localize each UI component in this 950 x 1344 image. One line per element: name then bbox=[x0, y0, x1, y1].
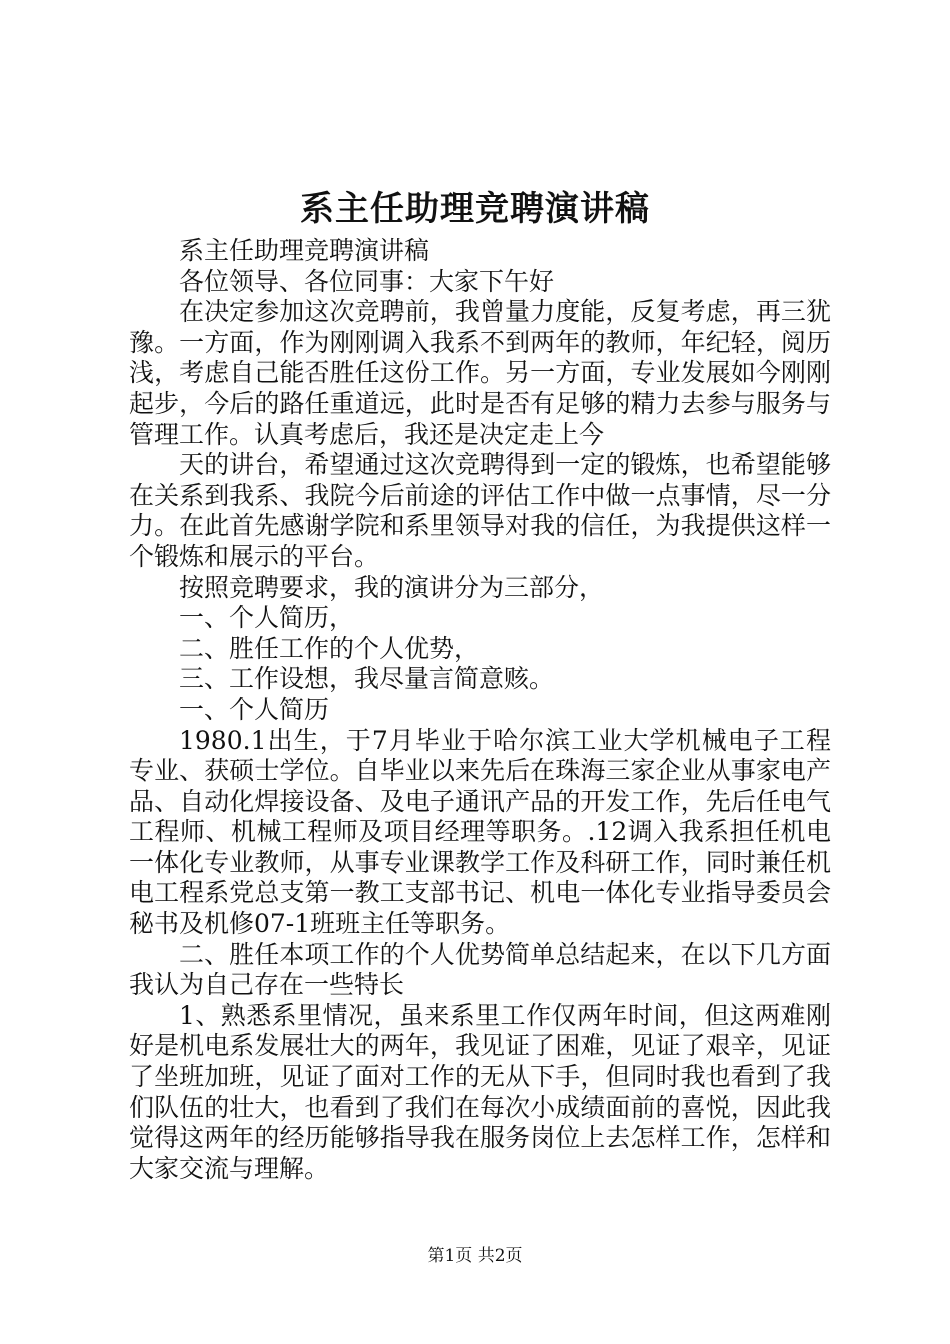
paragraph-intro: 在决定参加这次竞聘前，我曾量力度能，反复考虑，再三犹豫。一方面，作为刚刚调入我系不到两年的教师，年纪轻，阅历浅，考虑自己能否胜任这份工作。另一方面，专业发展如今刚刚起步，今后的路任重道远，此时是否有足够的精力去参与服务与管理工作。认真考虑后，我还是决定走上今 bbox=[129, 297, 831, 449]
section-heading-resume: 一、个人简历 bbox=[179, 694, 330, 724]
document-body bbox=[129, 236, 831, 1184]
paragraph-outline: 按照竞聘要求，我的演讲分为三部分， bbox=[179, 572, 605, 602]
outline-item-1: 一、个人简历， bbox=[179, 603, 355, 633]
outline-item-3: 三、工作设想，我尽量言简意赅。 bbox=[179, 664, 555, 694]
paragraph-intro-continued: 天的讲台，希望通过这次竞聘得到一定的锻炼，也希望能够在关系到我系、我院今后前途的评估工作中做一点事情，尽一分力。在此首先感谢学院和系里领导对我的信任，为我提供这样一个锻炼和展示的平台。 bbox=[129, 450, 831, 571]
paragraph-subtitle: 系主任助理竞聘演讲稿 bbox=[179, 236, 430, 265]
paragraph-advantage-1: 1、熟悉系里情况，虽来系里工作仅两年时间，但这两难刚好是机电系发展壮大的两年，我见证了困难，见证了艰辛，见证了坐班加班，见证了面对工作的无从下手，但同时我也看到了我们队伍的壮大，也看到了我们在每次小成绩面前的喜悦，因此我觉得这两年的经历能够指导我在服务岗位上去怎样工作，怎样和大家交流与理解。 bbox=[129, 1000, 831, 1183]
paragraph-resume: 1980.1出生，于7月毕业于哈尔滨工业大学机械电子工程专业、获硕士学位。自毕业以来先后在珠海三家企业从事家电产品、自动化焊接设备、及电子通讯产品的开发工作，先后任电气工程师、机械工程师及项目经理等职务。.12调入我系担任机电一体化专业教师，从事专业课教学工作及科研工作，同时兼任机电工程系党总支第一教工支部书记、机电一体化专业指导委员会秘书及机修07-1班班主任等职务。 bbox=[129, 725, 831, 939]
section-heading-advantages: 二、胜任本项工作的个人优势简单总结起来，在以下几方面我认为自己存在一些特长 bbox=[129, 939, 831, 1000]
outline-item-2: 二、胜任工作的个人优势， bbox=[179, 633, 480, 663]
document-title: 系主任助理竞聘演讲稿 bbox=[300, 189, 650, 229]
paragraph-greeting: 各位领导、各位同事：大家下午好 bbox=[179, 266, 555, 296]
page-footer: 第1页 共2页 bbox=[427, 1246, 523, 1266]
